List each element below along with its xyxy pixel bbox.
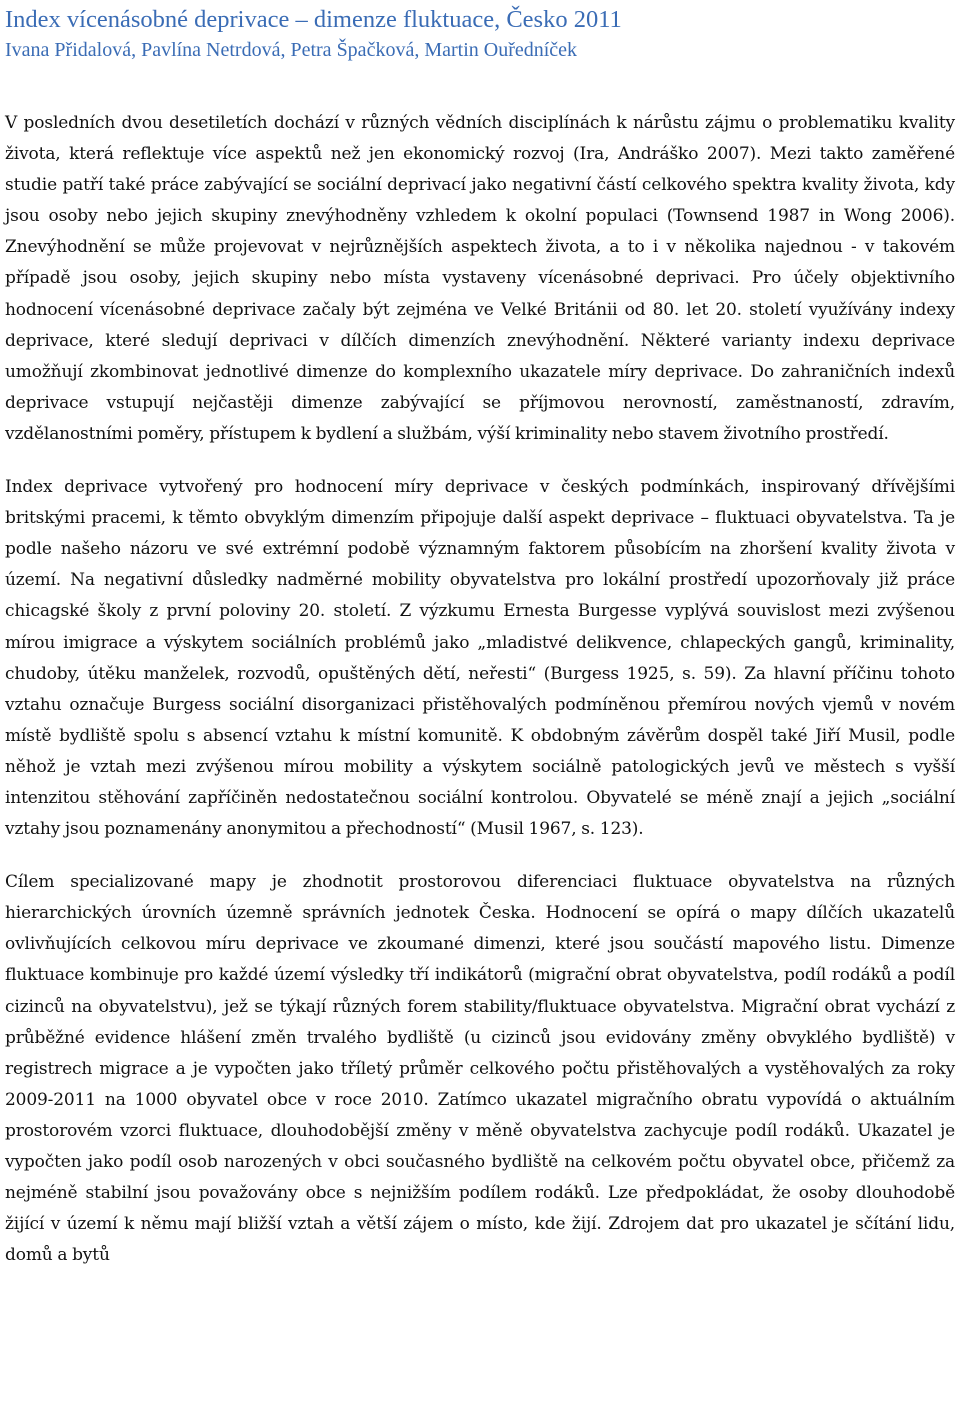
document-title: Index vícenásobné deprivace – dimenze fluktuace, Česko 2011 (5, 6, 622, 33)
document-page (5, 0, 955, 1271)
paragraph-fluctuation-background: Index deprivace vytvořený pro hodnocení míry deprivace v českých podmínkách, inspirovaný dřívějšími britskými pracemi, k těmto obvyklým dimenzím připojuje další aspekt deprivace – fluktuaci obyvatelstva. Ta je podle našeho názoru ve své extrémní podobě významným faktorem působícím na zhoršení kvality života v území. Na negativní důsledky nadměrné mobility obyvatelstva pro lokální prostředí upozorňovaly již práce chicagské školy z první poloviny 20. století. Z výzkumu Ernesta Burgesse vyplývá souvislost mezi zvýšenou mírou imigrace a výskytem sociálních problémů jako „mladistvé delikvence, chlapeckých gangů, kriminality, chudoby, útěku manželek, rozvodů, opuštěných dětí, neřesti“ (Burgess 1925, s. 59). Za hlavní příčinu tohoto vztahu označuje Burgess sociální disorganizaci přistěhovalých podmíněnou přemírou nových vjemů v novém místě bydliště spolu s absencí vztahu k místní komunitě. K obdobným závěrům dospěl také Jiří Musil, podle něhož je vztah mezi zvýšenou mírou mobility a výskytem sociálně patologických jevů ve městech s vyšší intenzitou stěhování zapříčiněn nedostatečnou sociální kontrolou. Obyvatelé se méně znají a jejich „sociální vztahy jsou poznamenány anonymitou a přechodností“ (Musil 1967, s. 123). (5, 477, 955, 840)
paragraph-map-methodology: Cílem specializované mapy je zhodnotit prostorovou diferenciaci fluktuace obyvatelstva na různých hierarchických úrovních územně správních jednotek Česka. Hodnocení se opírá o mapy dílčích ukazatelů ovlivňujících celkovou míru deprivace ve zkoumané dimenzi, které jsou součástí mapového listu. Dimenze fluktuace kombinuje pro každé území výsledky tří indikátorů (migrační obrat obyvatelstva, podíl rodáků a podíl cizinců na obyvatelstvu), jež se týkají různých forem stability/fluktuace obyvatelstva. Migrační obrat vychází z průběžné evidence hlášení změn trvalého bydliště (u cizinců jsou evidovány změny obvyklého bydliště) v registrech migrace a je vypočten jako tříletý průměr celkového počtu přistěhovalých a vystěhovalých za roky 2009-2011 na 1000 obyvatel obce v roce 2010. Zatímco ukazatel migračního obratu vypovídá o aktuálním prostorovém vzorci fluktuace, dlouhodobější změny v měně obyvatelstva zachycuje podíl rodáků. Ukazatel je vypočten jako podíl osob narozených v obci současného bydliště na celkovém počtu obyvatel obce, přičemž za nejméně stabilní jsou považovány obce s nejnižším podílem rodáků. Lze předpokládat, že osoby dlouhodobě žijící v území k němu mají bližší vztah a větší zájem o místo, kde žijí. Zdrojem dat pro ukazatel je sčítání lidu, domů a bytů (5, 872, 955, 1266)
document-authors: Ivana Přidalová, Pavlína Netrdová, Petra Špačková, Martin Ouředníček (5, 39, 578, 61)
paragraph-introduction: V posledních dvou desetiletích dochází v různých vědních disciplínách k nárůstu zájmu o problematiku kvality života, která reflektuje více aspektů než jen ekonomický rozvoj (Ira, Andráško 2007). Mezi takto zaměřené studie patří také práce zabývající se sociální deprivací jako negativní částí celkového spektra kvality života, kdy jsou osoby nebo jejich skupiny znevýhodněny vzhledem k okolní populaci (Townsend 1987 in Wong 2006). Znevýhodnění se může projevovat v nejrůznějších aspektech života, a to i v několika najednou - v takovém případě jsou osoby, jejich skupiny nebo místa vystaveny vícenásobné deprivaci. Pro účely objektivního hodnocení vícenásobné deprivace začaly být zejména ve Velké Británii od 80. let 20. století využívány indexy deprivace, které sledují deprivaci v dílčích dimenzích znevýhodnění. Některé varianty indexu deprivace umožňují zkombinovat jednotlivé dimenze do komplexního ukazatele míry deprivace. Do zahraničních indexů deprivace vstupují nejčastěji dimenze zabývající se příjmovou nerovností, zaměstnaností, zdravím, vzdělanostními poměry, přístupem k bydlení a službám, výší kriminality nebo stavem životního prostředí. (5, 113, 955, 444)
